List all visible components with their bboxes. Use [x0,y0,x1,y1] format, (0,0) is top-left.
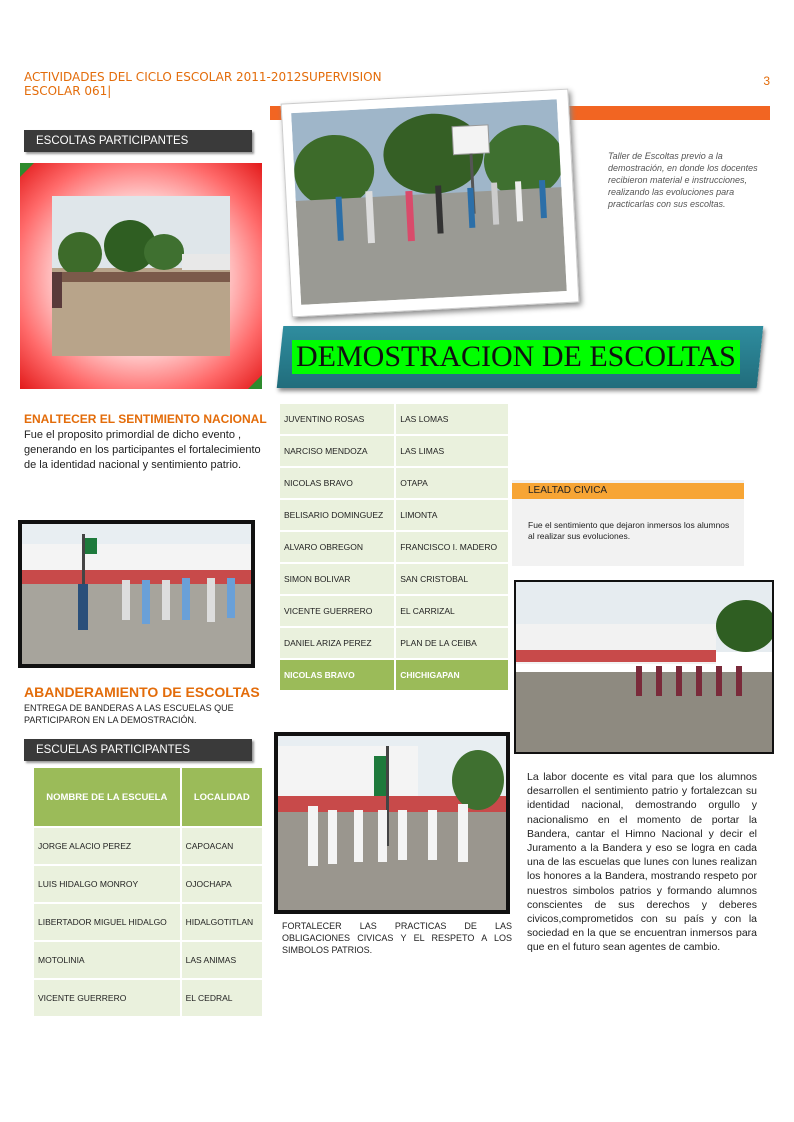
lealtad-title: LEALTAD CIVICA [512,483,744,499]
fortalecer-caption: FORTALECER LAS PRACTICAS DE LAS OBLIGACIONES CIVICAS Y EL RESPETO A LOS SIMBOLOS PATRIOS. [282,921,512,955]
school-name-cell: JUVENTINO ROSAS [280,404,394,434]
school-name-cell: NICOLAS BRAVO [280,660,394,690]
locality-cell: LAS LOMAS [396,404,508,434]
school-name-cell: BELISARIO DOMINGUEZ [280,500,394,530]
locality-cell: PLAN DE LA CEIBA [396,628,508,658]
table-row [280,436,508,466]
abanderamiento-photo [18,520,255,668]
escuelas-table [32,766,264,1018]
table-row [280,500,508,530]
labor-docente-text: La labor docente es vital para que los alumnos desarrollen el sentimiento patrio y fortalezcan su identidad nacional, demostrando orgullo y nacionalismo en el momento de portar la Bandera, cantar el Himno Nacional y decir el Juramento a la Bandera y eso se logra en cada una de las escuelas que lunes con lunes realizan los honores a la Bandera, mostrando respeto por nuestros simbolos patrios y formando alumnos conscientes de sus derechos y deberes civicos,comprometidos con su país y con la sociedad en la que se encuentran inmersos para que en el futuro sean agentes de cambio. [527,771,757,954]
school-name-cell: NARCISO MENDOZA [280,436,394,466]
table-row [280,660,508,690]
school-name-cell: ALVARO OBREGON [280,532,394,562]
escuelas-participantes-tab: ESCUELAS PARTICIPANTES [24,739,252,761]
school-name-cell: SIMON BOLIVAR [280,564,394,594]
banner-title: DEMOSTRACION DE ESCOLTAS [292,340,740,374]
abanderamiento-photo-image [22,524,251,664]
enaltecer-body: Fue el proposito primordial de dicho evento , generando en los participantes el fortalecimiento de la identidad nacional y sentimiento patrio. [24,429,261,471]
taller-photo-frame [281,89,580,318]
corner-green-br [248,375,262,389]
school-name-cell: DANIEL ARIZA PEREZ [280,628,394,658]
locality-cell: CAPOACAN [182,828,262,864]
escoltas-field-photo [52,196,230,356]
table-row [280,628,508,658]
table-row [34,828,262,864]
table-row [280,564,508,594]
table-row [280,404,508,434]
locality-cell: HIDALGOTITLAN [182,904,262,940]
school-name-cell: MOTOLINIA [34,942,180,978]
escoltas-participantes-tab: ESCOLTAS PARTICIPANTES [24,130,252,152]
locality-cell: EL CEDRAL [182,980,262,1016]
locality-cell: SAN CRISTOBAL [396,564,508,594]
col-header-nombre: NOMBRE DE LA ESCUELA [34,768,180,826]
locality-cell: EL CARRIZAL [396,596,508,626]
page-header-title: ACTIVIDADES DEL CICLO ESCOLAR 2011-2012SUPERVISION ESCOLAR 061| [24,70,382,98]
taller-caption: Taller de Escoltas previo a la demostración, en donde los docentes recibieron material e instrucciones, realizando las evoluciones para practicarlas con sus escoltas. [608,151,758,209]
evoluciones-photo-image [516,582,772,752]
locality-cell: FRANCISCO I. MADERO [396,532,508,562]
table-row [280,532,508,562]
page-number: 3 [763,74,770,88]
table-row [34,980,262,1016]
locality-cell: CHICHIGAPAN [396,660,508,690]
col-header-localidad: LOCALIDAD [182,768,262,826]
enaltecer-title: ENALTECER EL SENTIMIENTO NACIONAL [24,412,267,426]
school-name-cell: LUIS HIDALGO MONROY [34,866,180,902]
locality-cell: LIMONTA [396,500,508,530]
demostracion-table [278,402,510,692]
table-row [280,596,508,626]
lealtad-body: Fue el sentimiento que dejaron inmersos los alumnos al realizar sus evoluciones. [528,520,730,541]
locality-cell: OJOCHAPA [182,866,262,902]
school-name-cell: VICENTE GUERRERO [280,596,394,626]
abanderamiento-title: ABANDERAMIENTO DE ESCOLTAS [24,684,260,700]
school-name-cell: VICENTE GUERRERO [34,980,180,1016]
bandera-photo [274,732,510,914]
locality-cell: LAS LIMAS [396,436,508,466]
bandera-photo-image [278,736,506,910]
escoltas-photo-frame [20,163,262,389]
taller-photo [291,99,567,305]
locality-cell: OTAPA [396,468,508,498]
school-name-cell: LIBERTADOR MIGUEL HIDALGO [34,904,180,940]
school-name-cell: JORGE ALACIO PEREZ [34,828,180,864]
table-row [34,866,262,902]
school-name-cell: NICOLAS BRAVO [280,468,394,498]
table-row [34,942,262,978]
abanderamiento-body: ENTREGA DE BANDERAS A LAS ESCUELAS QUE PARTICIPARON EN LA DEMOSTRACIÓN. [24,703,234,725]
evoluciones-photo [514,580,774,754]
table-row [34,904,262,940]
corner-green-tl [20,163,34,177]
locality-cell: LAS ANIMAS [182,942,262,978]
table-row [280,468,508,498]
